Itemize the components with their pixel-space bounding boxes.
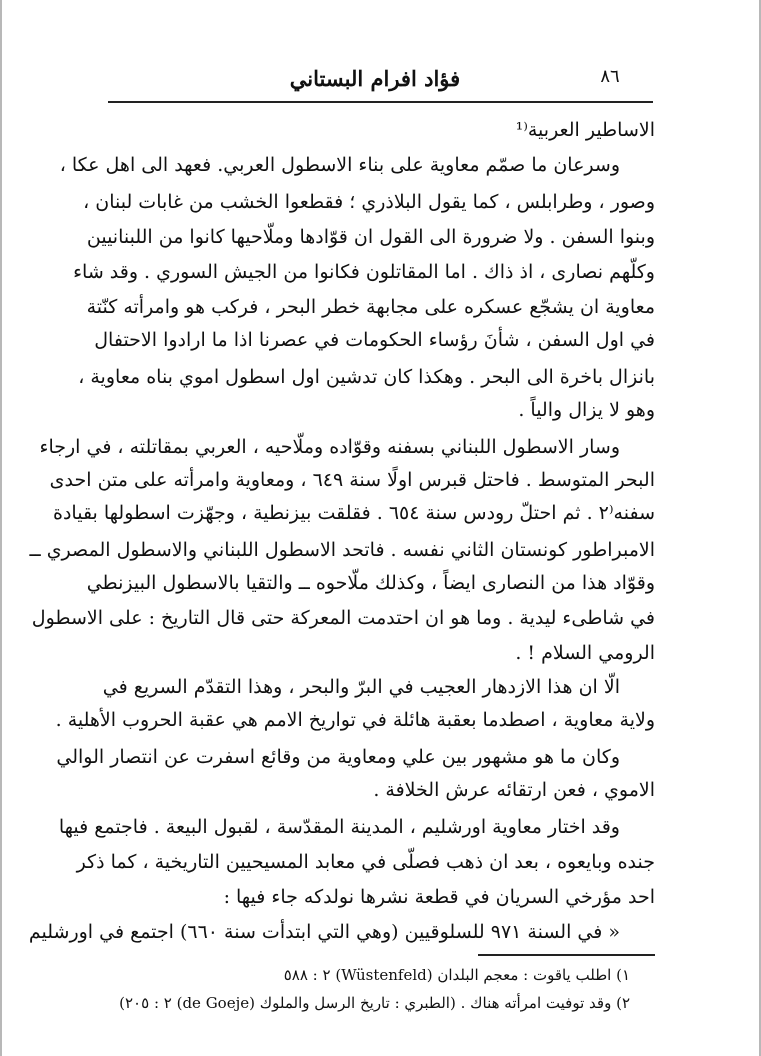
text-line: وبنوا السفن . ولا ضرورة الى القول ان قوّادها وملّاحيها كانوا من اللبنانيين: [86, 226, 655, 248]
paragraph-first-line: وسار الاسطول اللبناني بسفنه وقوّاده وملّاحيه ، العربي بمقاتلته ، في ارجاء: [39, 436, 620, 458]
text-line: جنده وبايعوه ، بعد ان ذهب فصلّى في معابد المسيحيين التاريخية ، كما ذكر: [76, 851, 655, 873]
text-line: معاوية ان يشجّع عسكره على مجابهة خطر البحر ، فركب هو وامرأته كنّتة: [86, 296, 655, 318]
text-line: في اول السفن ، شأنَ رؤساء الحكومات في عصرنا اذا ما ارادوا الاحتفال: [94, 329, 655, 351]
footnote-1: ١) اطلب ياقوت : معجم البلدان (Wüstenfeld) ٢ : ٥٨٨: [283, 966, 630, 984]
text-line: في شاطىء ليدية . وما هو ان احتدمت المعركة حتى قال التاريخ : على الاسطول: [31, 607, 655, 629]
text-line: بانزال باخرة الى البحر . وهكذا كان تدشين اول اسطول اموي بناه معاوية ،: [78, 366, 655, 388]
text-line: سفنه⁽٢ . ثم احتلّ رودس سنة ٦٥٤ . فقلقت بيزنطية ، وجهّزت اسطولها بقيادة: [53, 502, 655, 524]
text-line: الاموي ، فعن ارتقائه عرش الخلافة .: [373, 779, 655, 801]
paragraph-first-line: وكان ما هو مشهور بين علي ومعاوية من وقائع اسفرت عن انتصار الوالي: [56, 746, 620, 768]
text-line: البحر المتوسط . فاحتل قبرس اولًا سنة ٦٤٩ ، ومعاوية وامرأته على متن احدى: [49, 469, 655, 491]
text-line: الاساطير العربية⁽¹: [515, 119, 655, 141]
page-number: ٨٦: [600, 66, 620, 87]
footnote-rule: [478, 954, 655, 956]
paragraph-first-line: وسرعان ما صمّم معاوية على بناء الاسطول العربي. فعهد الى اهل عكا ،: [59, 154, 620, 176]
paragraph-first-line: وقد اختار معاوية اورشليم ، المدينة المقدّسة ، لقبول البيعة . فاجتمع فيها: [58, 816, 620, 838]
running-header-title: فؤاد افرام البستاني: [289, 66, 461, 91]
text-line: وصور ، وطرابلس ، كما يقول البلاذري ؛ فقطعوا الخشب من غابات لبنان ،: [83, 191, 655, 213]
text-line: وكلّهم نصارى ، اذ ذاك . اما المقاتلون فكانوا من الجيش السوري . وقد شاء: [73, 261, 655, 283]
paragraph-first-line: الّا ان هذا الازدهار العجيب في البرّ والبحر ، وهذا التقدّم السريع في: [102, 676, 620, 698]
footnote-2: ٢) وقد توفيت امرأته هناك . (الطبري : تاريخ الرسل والملوك (de Goeje) ٢ : ٢٠٥): [119, 994, 630, 1012]
text-line: الرومي السلام ! .: [515, 642, 655, 664]
page-edge-left: [0, 0, 2, 1056]
text-line: وقوّاد هذا من النصارى ايضاً ، وكذلك ملّاحوه ــ والتقيا بالاسطول البيزنطي: [86, 572, 655, 594]
text-line: الامبراطور كونستان الثاني نفسه . فاتحد الاسطول اللبناني والاسطول المصري ــ: [29, 539, 655, 561]
quotation-line: « في السنة ٩٧١ للسلوقيين (وهي التي ابتدأت سنة ٦٦٠) اجتمع في اورشليم: [28, 921, 620, 943]
text-line: وهو لا يزال والياً .: [518, 399, 655, 421]
header-rule: [108, 101, 653, 103]
text-line: احد مؤرخي السريان في قطعة نشرها نولدكه جاء فيها :: [223, 886, 655, 908]
text-line: ولاية معاوية ، اصطدما بعقبة هائلة في تواريخ الامم هي عقبة الحروب الأهلية .: [55, 709, 655, 731]
